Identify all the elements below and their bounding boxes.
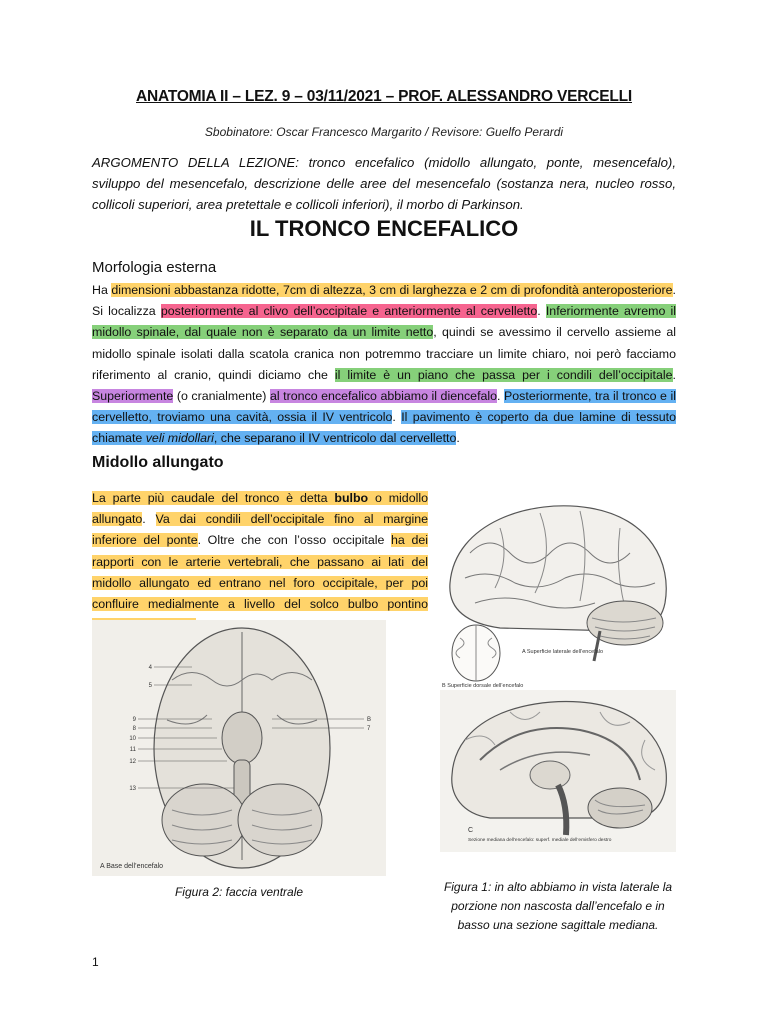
lecture-topic: ARGOMENTO DELLA LEZIONE: tronco encefalico (midollo allungato, ponte, mesencefalo), sviluppo del mesencefalo, descrizione delle aree del mesencefalo (sostanza nera, nucleo rosso, collicoli superiori, area pretettale e collicoli inferiori), il morbo di Parkinson. <box>92 155 676 212</box>
fig1-label-c-text: Sezione mediana dell’encefalo: superf. mediale dell’emisfero destro <box>468 838 612 843</box>
credits-line: Sbobinatore: Oscar Francesco Margarito / Revisore: Guelfo Perardi <box>204 125 564 139</box>
ventral-brain-illustration <box>92 620 386 876</box>
label-8: 8 <box>132 726 136 732</box>
label-11: 11 <box>129 747 136 753</box>
highlight-location: posteriormente al clivo dell’occipitale e anteriormente al cervelletto <box>160 304 538 319</box>
figure-lateral-brain <box>440 493 676 689</box>
highlight-limit: il limite è un piano che passa per i condili dell’occipitale <box>334 367 673 382</box>
label-13: 13 <box>129 786 136 792</box>
figure1-caption: Figura 1: in alto abbiamo in vista laterale la porzione non nascosta dall’encefalo e in basso una sezione sagittale mediana. <box>443 880 673 932</box>
page-number: 1 <box>92 955 99 969</box>
highlight-bulbo: La parte più caudale del tronco è detta bulbo o midollo allungato <box>92 491 428 527</box>
subsection-midollo: Midollo allungato <box>92 454 224 471</box>
label-10: 10 <box>129 736 136 742</box>
highlight-floor: Il pavimento è coperto da due lamine di tessuto chiamate veli midollari, che separano il IV ventricolo dal cervelletto <box>92 410 676 446</box>
highlight-arteries: ha dei rapporti con le arterie vertebrali, che passano ai lati del midollo allungato ed entrano nel foro occipitale, per poi confluire medialmente a livello del solco bulbo pontino <box>92 533 428 632</box>
lecture-header: ANATOMIA II – LEZ. 9 – 03/11/2021 – PROF. ALESSANDRO VERCELLI <box>136 88 632 105</box>
highlight-extent: Va dai condili dell’occipitale fino al margine inferiore del ponte <box>92 512 428 548</box>
label-9: 9 <box>132 717 136 723</box>
lateral-brain-illustration <box>440 493 676 689</box>
highlight-posterior: Posteriormente, tra il tronco e il cervelletto, troviamo una cavità, ossia il IV ventricolo <box>92 389 676 425</box>
label-5: 5 <box>148 683 152 689</box>
figure2-caption: Figura 2: faccia ventrale <box>174 885 304 899</box>
highlight-inferior: Inferiormente avremo il midollo spinale, dal quale non è separato da un limite netto <box>92 304 677 340</box>
fig1-label-b: B Superficie dorsale dell’encefalo <box>442 683 524 689</box>
highlight-superior: Superiormente <box>92 389 174 404</box>
section-title: IL TRONCO ENCEFALICO <box>249 216 519 241</box>
sagittal-brain-illustration <box>440 690 676 852</box>
figure-sagittal-section <box>440 690 676 852</box>
label-4: 4 <box>148 665 152 671</box>
fig1-label-a: A Superficie laterale dell’encefalo <box>522 649 604 655</box>
paragraph-midollo: La parte più caudale del tronco è detta bulbo o midollo allungato. Va dai condili dell’occipitale fino al margine inferiore del ponte. Oltre che con l’osso occipitale ha dei rapporti con le arterie vertebrali, che passano ai lati del midollo allungato ed entrano nel foro occipitale, per poi confluire medialmente a livello del solco bulbo pontino <box>92 488 428 636</box>
label-12: 12 <box>129 759 136 765</box>
highlight-diencephalon: al tronco encefalico abbiamo il diencefalo <box>269 389 498 404</box>
label-7: 7 <box>367 726 371 732</box>
figure-ventral-brain <box>92 620 386 876</box>
highlight-dimensions: dimensioni abbastanza ridotte, 7cm di altezza, 3 cm di larghezza e 2 cm di profondità anteroposteriore <box>111 283 673 297</box>
subsection-morfologia: Morfologia esterna <box>92 259 217 276</box>
fig1-label-c: C <box>468 827 474 834</box>
fig2-inner-label: A Base dell’encefalo <box>100 863 164 870</box>
paragraph-morfologia: Ha dimensioni abbastanza ridotte, 7cm di altezza, 3 cm di larghezza e 2 cm di profondità anteroposteriore. Si localizza posteriormente al clivo dell’occipitale e anteriormente al cervelletto. Inferiormente avremo il midollo spinale, dal quale non è separato da un limite netto, quindi se avessimo il cervello assieme al midollo spinale isolati dalla scatola cranica non potremmo tracciare un limite chiaro, noi però facciamo riferimento al cranio, quindi diciamo che il limite è un piano che passa per i condili dell’occipitale. Superiormente (o cranialmente) al tronco encefalico abbiamo il diencefalo. Posteriormente, tra il tronco e il cervelletto, troviamo una cavità, ossia il IV ventricolo. Il pavimento è coperto da due lamine di tessuto chiamate veli midollari, che separano il IV ventricolo dal cervelletto. <box>92 283 677 446</box>
label-b: B <box>367 717 372 723</box>
